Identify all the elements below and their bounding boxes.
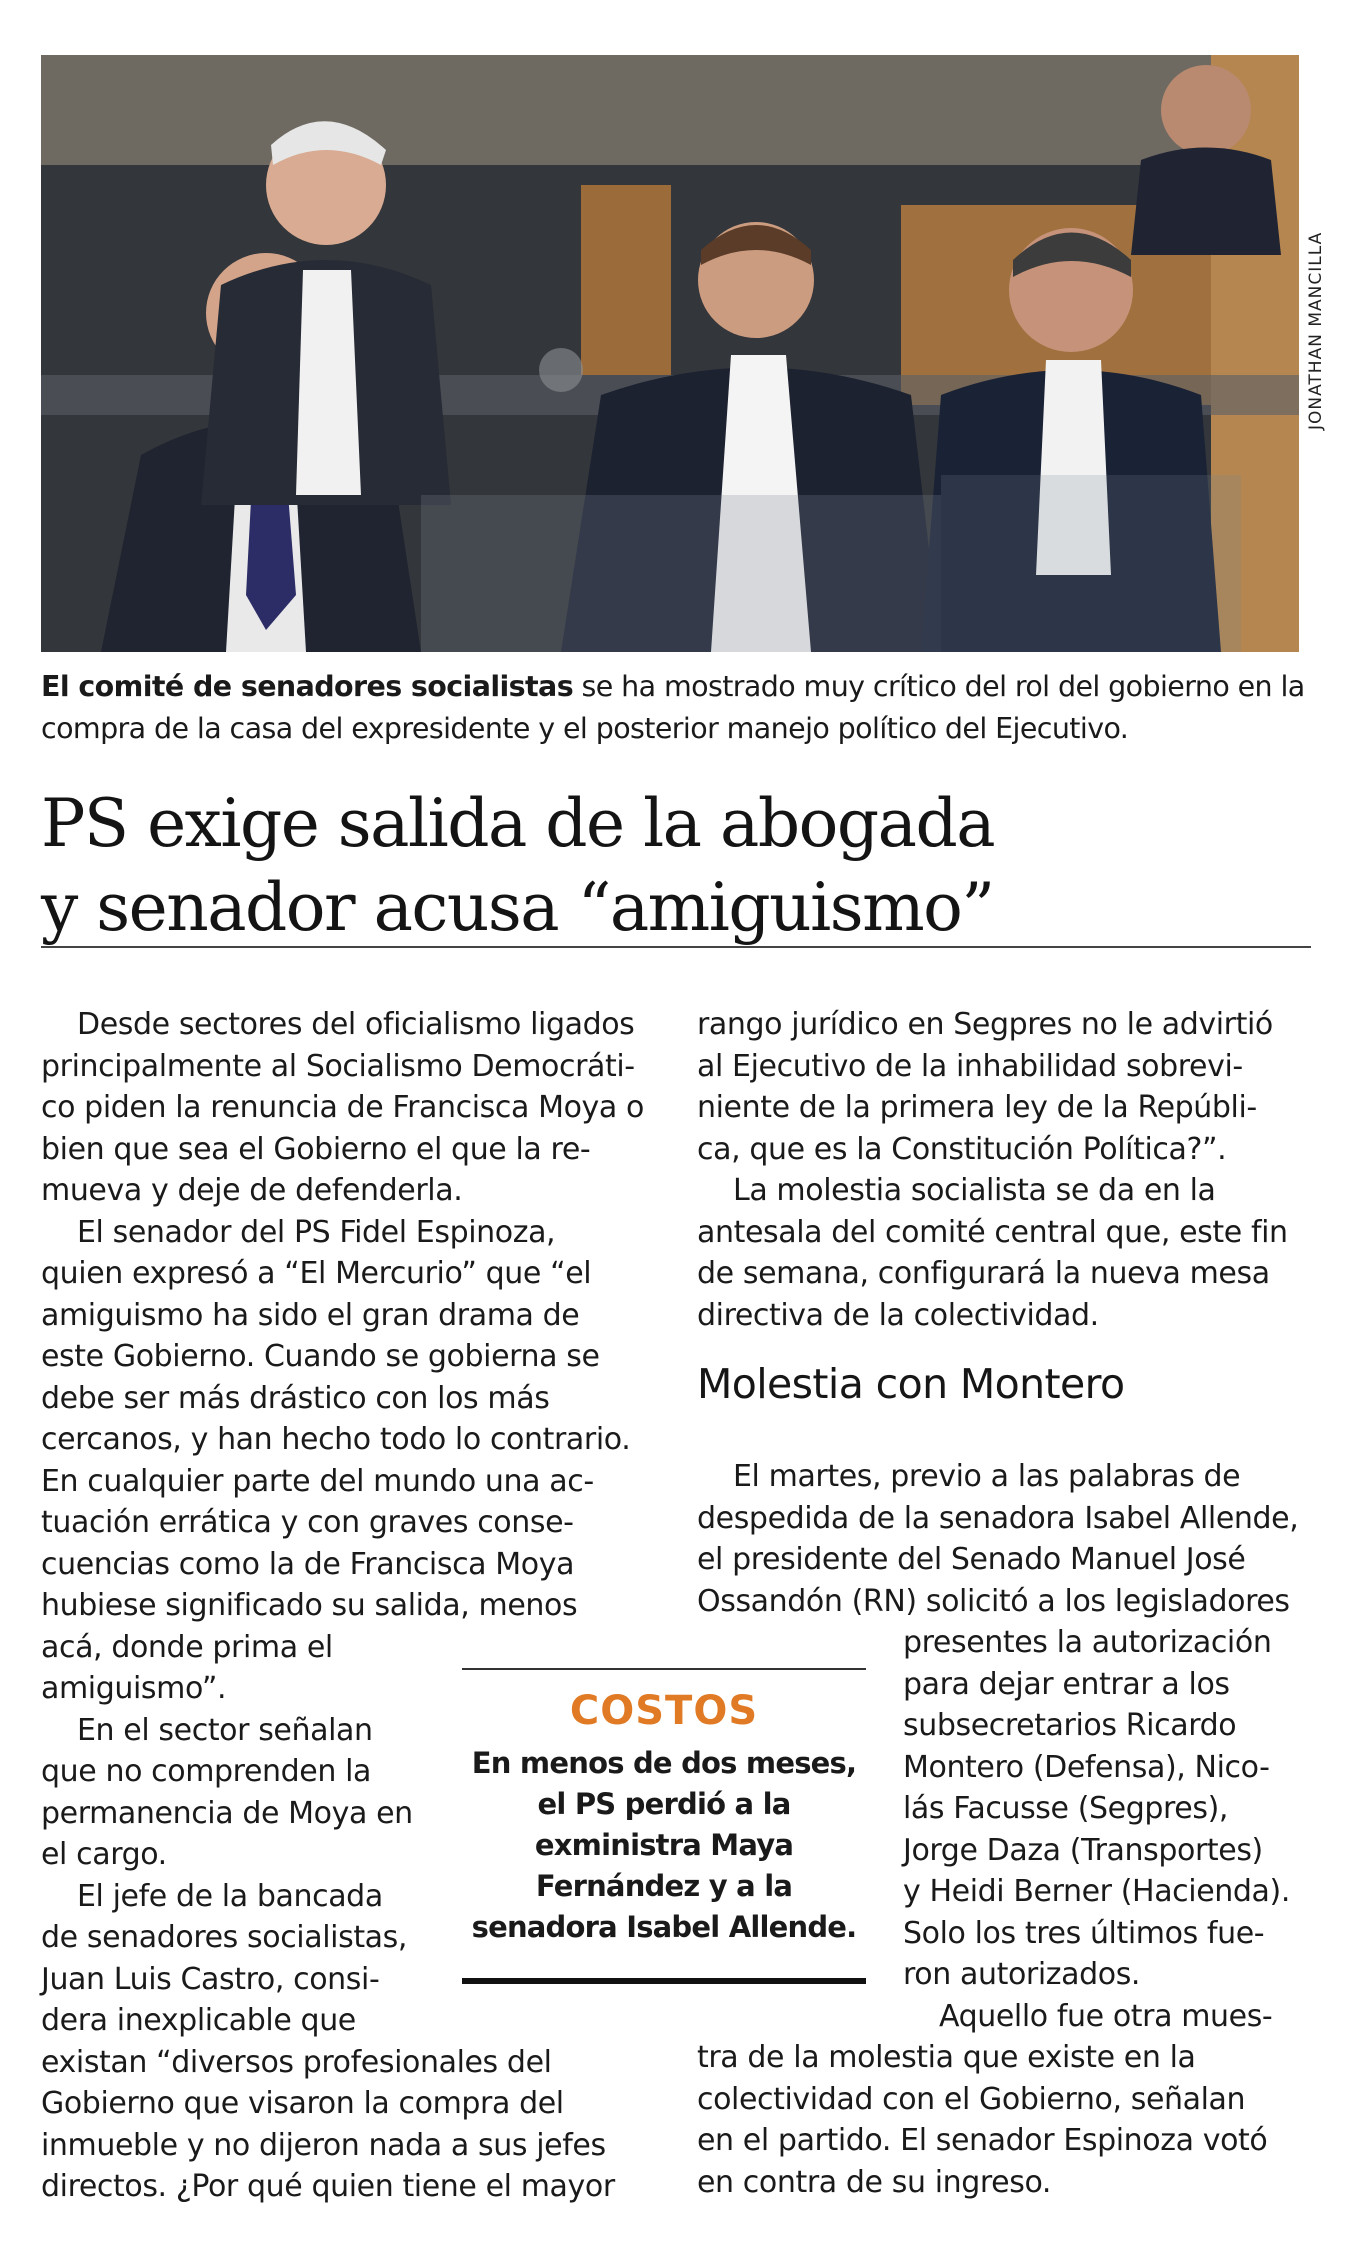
text-line: Desde sectores del oficialismo ligados <box>77 1007 635 1042</box>
subheading: Molestia con Montero <box>697 1360 1125 1408</box>
text-line: presentes la autorización <box>903 1625 1272 1660</box>
text-line: tuación errática y con graves conse- <box>41 1505 574 1540</box>
text-line: El senador del PS Fidel Espinoza, <box>77 1214 556 1250</box>
text-line: ron autorizados. <box>903 1957 1141 1992</box>
article-column-right-top <box>697 1004 1312 1336</box>
text-line: La molestia socialista se da en la <box>733 1173 1216 1208</box>
text-line: amiguismo”. <box>41 1671 227 1706</box>
text-line: que no comprenden la <box>41 1754 371 1789</box>
text-line: En cualquier parte del mundo una ac- <box>41 1463 594 1499</box>
text-line: permanencia de Moya en <box>41 1795 413 1831</box>
photo-scene <box>41 55 1299 652</box>
text-line: Jorge Daza (Transportes) <box>903 1832 1263 1868</box>
text-line: bien que sea el Gobierno el que la re- <box>41 1131 591 1167</box>
text-line: lás Facusse (Segpres), <box>903 1791 1229 1826</box>
text-line: Aquello fue otra mues- <box>939 1998 1273 2034</box>
text-line: mueva y deje de defenderla. <box>41 1173 463 1208</box>
headline-rule <box>41 946 1311 948</box>
text-line: rango jurídico en Segpres no le advirtió <box>697 1007 1273 1042</box>
text-line: de semana, configurará la nueva mesa <box>697 1256 1270 1291</box>
headline <box>41 782 1311 950</box>
text-line: subsecretarios Ricardo <box>903 1708 1237 1743</box>
box-text: En menos de dos meses, el PS perdió a la exministra Maya Fernández y a la senadora Isabel Allende. <box>471 1746 857 1944</box>
text-line: debe ser más drástico con los más <box>41 1380 550 1416</box>
text-line: quien expresó a “El Mercurio” que “el <box>41 1256 592 1291</box>
box-bottom-rule <box>462 1978 866 1984</box>
text-line: en el partido. El senador Espinoza votó <box>697 2123 1268 2158</box>
text-line: en contra de su ingreso. <box>697 2164 1052 2200</box>
text-line: Solo los tres últimos fue- <box>903 1915 1265 1951</box>
text-line: principalmente al Socialismo Democráti- <box>41 1048 635 1084</box>
text-line: tra de la molestia que existe en la <box>697 2040 1196 2075</box>
text-line: ca, que es la Constitución Política?”. <box>697 1131 1227 1167</box>
text-line: co piden la renuncia de Francisca Moya o <box>41 1090 644 1125</box>
text-line: dera inexplicable que <box>41 2003 356 2038</box>
headline-line-2: y senador acusa “amiguismo” <box>41 869 994 946</box>
text-line: cuencias como la de Francisca Moya <box>41 1546 575 1582</box>
text-line: cercanos, y han hecho todo lo contrario. <box>41 1422 631 1457</box>
text-line: Gobierno que visaron la compra del <box>41 2086 564 2121</box>
text-line: al Ejecutivo de la inhabilidad sobrevi- <box>697 1048 1243 1084</box>
text-line: amiguismo ha sido el gran drama de <box>41 1297 580 1333</box>
caption-text: se ha mostrado muy crítico del rol del gobierno en la compra de la casa del expresidente y el posterior manejo político del Ejecutivo. <box>41 670 1305 745</box>
text-line: directiva de la colectividad. <box>697 1297 1099 1333</box>
photo-credit: JONATHAN MANCILLA <box>1306 231 1326 430</box>
text-line: hubiese significado su salida, menos <box>41 1588 578 1623</box>
text-line: Juan Luis Castro, consi- <box>41 1961 380 1997</box>
text-line: el presidente del Senado Manuel José <box>697 1542 1246 1577</box>
article-column-left <box>41 1004 671 2208</box>
headline-line-1: PS exige salida de la abogada <box>41 785 995 862</box>
text-line: este Gobierno. Cuando se gobierna se <box>41 1339 600 1374</box>
text-line: despedida de la senadora Isabel Allende, <box>697 1500 1299 1536</box>
text-line: Ossandón (RN) solicitó a los legisladores <box>697 1583 1290 1619</box>
text-line: Montero (Defensa), Nico- <box>903 1749 1270 1785</box>
text-line: El jefe de la bancada <box>77 1878 383 1914</box>
text-line: el cargo. <box>41 1837 167 1872</box>
text-line: existan “diversos profesionales del <box>41 2044 552 2080</box>
box-label: COSTOS <box>569 1688 759 1734</box>
text-line: y Heidi Berner (Hacienda). <box>903 1874 1290 1909</box>
photo-caption <box>41 666 1311 750</box>
text-line: El martes, previo a las palabras de <box>733 1459 1241 1494</box>
text-line: de senadores socialistas, <box>41 1920 408 1955</box>
text-line: para dejar entrar a los <box>903 1666 1230 1702</box>
text-line: niente de la primera ley de la Repúbli- <box>697 1090 1257 1125</box>
box-top-rule <box>462 1668 866 1670</box>
text-line: acá, donde prima el <box>41 1629 333 1665</box>
article-photo <box>41 55 1299 652</box>
text-line: En el sector señalan <box>77 1712 373 1748</box>
text-line: colectividad con el Gobierno, señalan <box>697 2081 1246 2117</box>
caption-lead: El comité de senadores socialistas <box>41 670 574 703</box>
text-line: inmueble y no dijeron nada a sus jefes <box>41 2127 606 2163</box>
text-line: directos. ¿Por qué quien tiene el mayor <box>41 2169 615 2204</box>
text-line: antesala del comité central que, este fin <box>697 1214 1288 1250</box>
